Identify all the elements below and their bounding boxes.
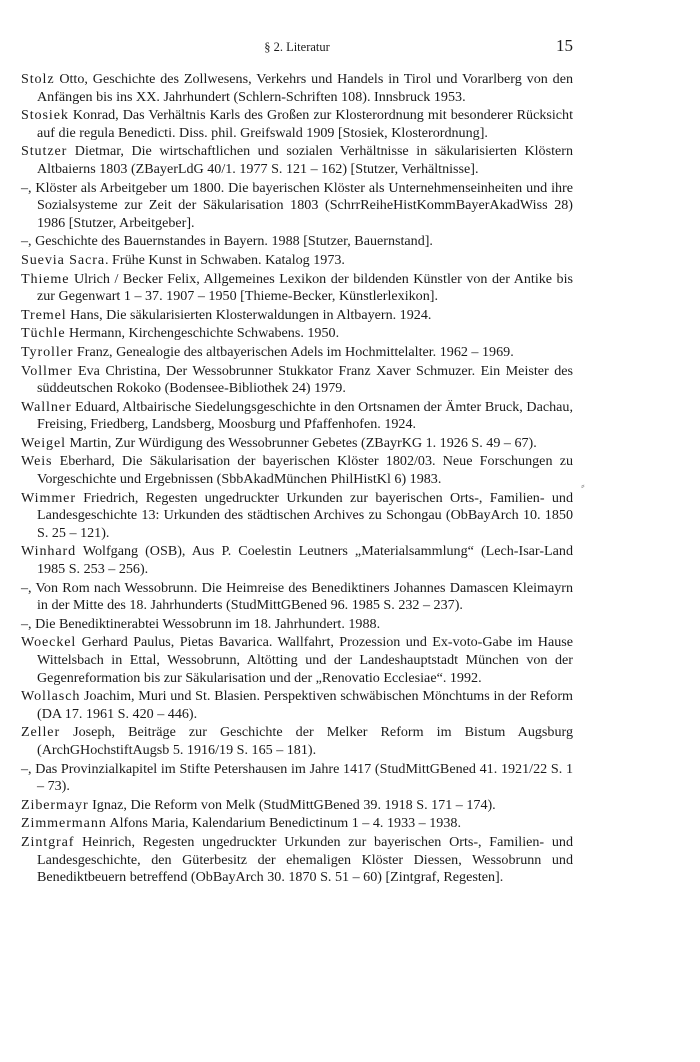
entry-text: Eva Christina, Der Wessobrunner Stukkator Franz Xaver Schmuzer. Ein Meister des süddeutschen Rokoko (Bodensee-Bibliothek 24) 1979. bbox=[37, 362, 573, 397]
bibliography-entry bbox=[21, 688, 573, 723]
page-header bbox=[21, 0, 573, 60]
stray-mark-icon: ⸗ bbox=[581, 480, 585, 492]
entry-author: Wimmer bbox=[21, 489, 76, 506]
entry-author: Stutzer bbox=[21, 143, 68, 160]
bibliography-entry bbox=[21, 453, 573, 488]
bibliography-entry bbox=[21, 344, 573, 362]
entry-text: Joachim, Muri und St. Blasien. Perspektiven schwäbischen Mönchtums in der Reform (DA 17. 1961 S. 420 – 446). bbox=[37, 688, 573, 722]
entry-author: Tremel bbox=[21, 306, 67, 323]
entry-text: –, Das Provinzialkapitel im Stifte Petershausen im Jahre 1417 (StudMittGBened 41. 1921/22 S. 1 – 73). bbox=[21, 760, 573, 795]
bibliography-entry bbox=[21, 233, 573, 251]
entry-text: Gerhard Paulus, Pietas Bavarica. Wallfahrt, Prozession und Ex-voto-Gabe im Hause Wittelsbach in Ettal, Wessobrunn, Altötting und der Landeshauptstadt München von der Gegenreformation bis zur Säkularisation und der „Renovatio Ecclesiae“. 1992. bbox=[37, 634, 573, 686]
entry-text: Martin, Zur Würdigung des Wessobrunner Gebetes (ZBayrKG 1. 1926 S. 49 – 67). bbox=[65, 434, 537, 451]
entry-author: Weigel bbox=[21, 434, 66, 451]
entry-text: Alfons Maria, Kalendarium Benedictinum 1 – 4. 1933 – 1938. bbox=[106, 815, 461, 832]
entry-text: Friedrich, Regesten ungedruckter Urkunden zur bayerischen Orts-, Familien- und Landesgeschichte 13: Urkunden des städtischen Archives zu Schongau (ObBayArch 10. 1850 S. 25 – 121). bbox=[37, 489, 573, 541]
bibliography-list bbox=[21, 71, 573, 887]
entry-text: . Frühe Kunst in Schwaben. Katalog 1973. bbox=[104, 251, 345, 268]
entry-text: Wolfgang (OSB), Aus P. Coelestin Leutners „Materialsammlung“ (Lech-Isar-Land 1985 S. 253 – 256). bbox=[37, 543, 573, 578]
running-head: § 2. Literatur bbox=[264, 40, 330, 54]
entry-author: Woeckel bbox=[21, 634, 77, 651]
entry-text: –, Die Benediktinerabtei Wessobrunn im 18. Jahrhundert. 1988. bbox=[21, 615, 381, 632]
bibliography-entry bbox=[21, 543, 573, 578]
entry-author: Suevia Sacra bbox=[21, 251, 105, 268]
entry-text: Ulrich / Becker Felix, Allgemeines Lexikon der bildenden Künstler von der Antike bis zur Gegenwart 1 – 37. 1907 – 1950 [Thieme-Becker, Künstlerlexikon]. bbox=[37, 270, 573, 305]
entry-text: –, Geschichte des Bauernstandes in Bayern. 1988 [Stutzer, Bauernstand]. bbox=[21, 233, 433, 250]
bibliography-entry bbox=[21, 435, 573, 453]
bibliography-entry bbox=[21, 71, 573, 106]
bibliography-entry bbox=[21, 307, 573, 325]
bibliography-entry bbox=[21, 271, 573, 306]
entry-author: Tüchle bbox=[21, 325, 66, 342]
entry-text: –, Von Rom nach Wessobrunn. Die Heimreise des Benediktiners Johannes Damascen Kleimayrn in der Mitte des 18. Jahrhunderts (StudMittGBened 96. 1985 S. 232 – 237). bbox=[21, 579, 573, 614]
bibliography-entry bbox=[21, 399, 573, 434]
bibliography-entry bbox=[21, 143, 573, 178]
bibliography-entry bbox=[21, 580, 573, 615]
entry-author: Zibermayr bbox=[21, 796, 89, 813]
entry-author: Winhard bbox=[21, 543, 77, 560]
entry-text: Hermann, Kirchengeschichte Schwabens. 1950. bbox=[65, 325, 340, 342]
entry-author: Stolz bbox=[21, 71, 55, 87]
entry-text: Dietmar, Die wirtschaftlichen und sozialen Verhältnisse in säkularisierten Klöstern Altbaierns 1803 (ZBayerLdG 40/1. 1977 S. 121 – 162) [Stutzer, Verhältnisse]. bbox=[37, 143, 573, 177]
entry-author: Vollmer bbox=[21, 362, 73, 379]
entry-text: Ignaz, Die Reform von Melk (StudMittGBened 39. 1918 S. 171 – 174). bbox=[88, 796, 496, 813]
bibliography-entry bbox=[21, 634, 573, 687]
bibliography-entry bbox=[21, 325, 573, 343]
bibliography-entry bbox=[21, 797, 573, 815]
entry-text: Franz, Genealogie des altbayerischen Adels im Hochmittelalter. 1962 – 1969. bbox=[73, 343, 514, 360]
bibliography-entry bbox=[21, 490, 573, 543]
entry-author: Weis bbox=[21, 453, 53, 470]
entry-text: Eberhard, Die Säkularisation der bayerischen Klöster 1802/03. Neue Forschungen zu Vorgeschichte und Ergebnissen (SbbAkadMünchen PhilHistKl 6) 1983. bbox=[37, 453, 573, 488]
entry-text: –, Klöster als Arbeitgeber um 1800. Die bayerischen Klöster als Unternehmenseinheiten und ihre Sozialsysteme zur Zeit der Säkularisation 1803 (SchrrReiheHistKommBayerAkadWiss 28) 1986 [Stutzer, Arbeitgeber]. bbox=[21, 179, 573, 231]
entry-text: Konrad, Das Verhältnis Karls des Großen zur Klosterordnung mit besonderer Rücksicht auf die regula Benedicti. Diss. phil. Greifswald 1909 [Stosiek, Klosterordnung]. bbox=[37, 107, 573, 141]
entry-author: Tyroller bbox=[21, 343, 74, 360]
entry-text: Hans, Die säkularisierten Klosterwaldungen in Altbayern. 1924. bbox=[66, 306, 432, 323]
entry-text: Eduard, Altbairische Siedelungsgeschichte in den Ortsnamen der Ämter Bruck, Dachau, Freising, Friedberg, Landsberg, Moosburg und Pfaffenhofen. 1924. bbox=[37, 398, 573, 433]
bibliography-entry bbox=[21, 616, 573, 634]
bibliography-entry bbox=[21, 761, 573, 796]
entry-author: Wollasch bbox=[21, 688, 81, 705]
entry-author: Thieme bbox=[21, 270, 70, 287]
entry-author: Zeller bbox=[21, 724, 61, 741]
page bbox=[21, 0, 573, 888]
bibliography-entry bbox=[21, 724, 573, 759]
entry-text: Joseph, Beiträge zur Geschichte der Melker Reform im Bistum Augsburg (ArchGHochstiftAugsb 5. 1916/19 S. 165 – 181). bbox=[37, 724, 573, 758]
entry-author: Wallner bbox=[21, 398, 72, 415]
bibliography-entry bbox=[21, 834, 573, 887]
entry-text: Heinrich, Regesten ungedruckter Urkunden zur bayerischen Orts-, Familien- und Landesgeschichte, den Güterbesitz der ehemaligen Klöster Diessen, Wessobrunn und Benediktbeuern betreffend (ObBayArch 30. 1870 S. 51 – 60) [Zintgraf, Regesten]. bbox=[37, 833, 573, 886]
entry-author: Zintgraf bbox=[21, 833, 75, 850]
entry-text: Otto, Geschichte des Zollwesens, Verkehrs und Handels in Tirol und Vorarlberg von den Anfängen bis ins XX. Jahrhundert (Schlern-Schriften 108). Innsbruck 1953. bbox=[37, 71, 573, 105]
bibliography-entry bbox=[21, 363, 573, 398]
entry-author: Stosiek bbox=[21, 107, 69, 124]
bibliography-entry bbox=[21, 815, 573, 833]
bibliography-entry bbox=[21, 252, 573, 270]
bibliography-entry bbox=[21, 107, 573, 142]
bibliography-entry bbox=[21, 180, 573, 233]
entry-author: Zimmermann bbox=[21, 815, 107, 832]
page-number: 15 bbox=[556, 36, 573, 55]
